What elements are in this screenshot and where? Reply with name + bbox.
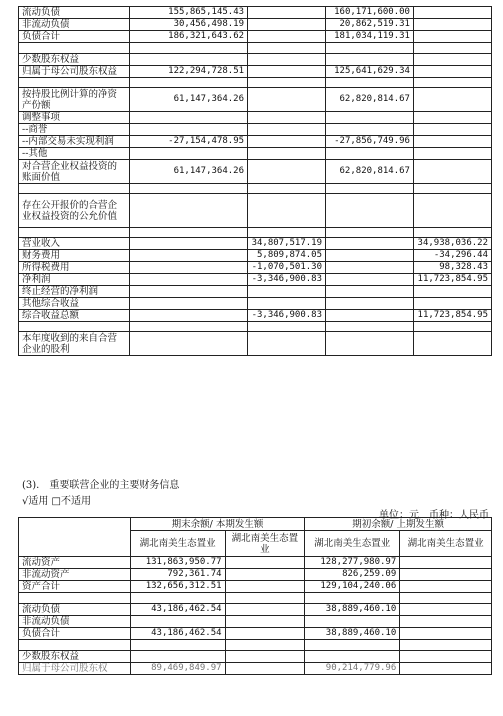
cell-value: 186,321,643.62 <box>130 31 248 43</box>
table-row <box>19 228 492 238</box>
table-row <box>19 112 492 124</box>
row-label: 非流动负债 <box>19 616 131 628</box>
row-label: 净利润 <box>19 274 130 286</box>
cell-value <box>305 651 400 663</box>
cell-value <box>400 581 492 593</box>
cell-value <box>326 78 414 88</box>
cell-value <box>130 124 248 136</box>
table-row <box>19 663 492 675</box>
row-label: 其他综合收益 <box>19 298 130 310</box>
cell-value <box>248 124 326 136</box>
cell-value <box>413 78 491 88</box>
table-row <box>19 88 492 112</box>
row-label <box>19 184 130 194</box>
cell-value <box>326 286 414 298</box>
header-company-a: 湖北南美生态置业 <box>130 531 225 557</box>
row-label <box>19 228 130 238</box>
cell-value <box>326 310 414 322</box>
table-row <box>19 66 492 78</box>
table-row <box>19 184 492 194</box>
table-row <box>19 593 492 604</box>
cell-value <box>413 88 491 112</box>
cell-value: 34,807,517.19 <box>248 238 326 250</box>
cell-value <box>225 640 305 651</box>
cell-value <box>413 286 491 298</box>
cell-value <box>413 160 491 184</box>
table-row <box>19 238 492 250</box>
cell-value: 11,723,854.95 <box>413 310 491 322</box>
row-label: 营业收入 <box>19 238 130 250</box>
cell-value <box>130 616 225 628</box>
table-row <box>19 651 492 663</box>
cell-value <box>130 112 248 124</box>
cell-value <box>248 54 326 66</box>
cell-value <box>413 194 491 228</box>
cell-value <box>248 322 326 332</box>
cell-value <box>400 663 492 675</box>
cell-value <box>413 184 491 194</box>
cell-value <box>225 593 305 604</box>
cell-value <box>413 7 491 19</box>
cell-value <box>225 651 305 663</box>
cell-value <box>225 628 305 640</box>
row-label: --内部交易未实现利润 <box>19 136 130 148</box>
cell-value <box>130 332 248 356</box>
cell-value <box>413 43 491 54</box>
cell-value: 826,259.09 <box>305 569 400 581</box>
row-label: 少数股东权益 <box>19 54 130 66</box>
cell-value <box>248 136 326 148</box>
cell-value <box>248 228 326 238</box>
header-period-end: 期末余额/ 本期发生额 <box>130 518 305 531</box>
table-row <box>19 298 492 310</box>
row-label: 流动负债 <box>19 7 130 19</box>
cell-value: 98,328.43 <box>413 262 491 274</box>
section-title: (3). 重要联营企业的主要财务信息 <box>22 480 180 491</box>
header-period-begin: 期初余额/ 上期发生额 <box>305 518 492 531</box>
table-row <box>19 43 492 54</box>
table-row <box>19 250 492 262</box>
cell-value <box>326 228 414 238</box>
cell-value <box>326 54 414 66</box>
row-label: 非流动负债 <box>19 19 130 31</box>
cell-value <box>248 66 326 78</box>
cell-value <box>225 663 305 675</box>
cell-value <box>225 557 305 569</box>
cell-value: 62,820,814.67 <box>326 160 414 184</box>
row-label: 存在公开报价的合营企业权益投资的公允价值 <box>19 194 130 228</box>
cell-value <box>130 54 248 66</box>
header-company-d: 湖北南美生态置业 <box>400 531 492 557</box>
table-row <box>19 136 492 148</box>
row-label <box>19 78 130 88</box>
row-label: --其他 <box>19 148 130 160</box>
cell-value <box>326 238 414 250</box>
table-row <box>19 557 492 569</box>
cell-value: 38,889,460.10 <box>305 628 400 640</box>
cell-value <box>326 184 414 194</box>
table-row <box>19 54 492 66</box>
row-label: 综合收益总额 <box>19 310 130 322</box>
cell-value: 34,938,036.22 <box>413 238 491 250</box>
cell-value <box>400 604 492 616</box>
cell-value <box>248 332 326 356</box>
row-label: 终止经营的净利润 <box>19 286 130 298</box>
table-row <box>19 332 492 356</box>
row-label: 非流动资产 <box>19 569 131 581</box>
table-row <box>19 124 492 136</box>
cell-value: -3,346,900.83 <box>248 274 326 286</box>
cell-value: 125,641,629.34 <box>326 66 414 78</box>
row-label <box>19 640 131 651</box>
cell-value <box>130 78 248 88</box>
row-label: 资产合计 <box>19 581 131 593</box>
table-row <box>19 310 492 322</box>
cell-value <box>413 136 491 148</box>
cell-value <box>130 640 225 651</box>
cell-value <box>248 19 326 31</box>
table-row <box>19 616 492 628</box>
cell-value: 128,277,980.97 <box>305 557 400 569</box>
cell-value <box>248 88 326 112</box>
table-row <box>19 19 492 31</box>
cell-value <box>248 31 326 43</box>
cell-value <box>400 557 492 569</box>
cell-value <box>248 43 326 54</box>
cell-value <box>400 593 492 604</box>
cell-value: 129,104,240.06 <box>305 581 400 593</box>
cell-value <box>413 31 491 43</box>
cell-value <box>130 651 225 663</box>
cell-value <box>400 569 492 581</box>
row-label: 负债合计 <box>19 31 130 43</box>
cell-value <box>225 569 305 581</box>
cell-value <box>413 54 491 66</box>
cell-value <box>130 322 248 332</box>
cell-value <box>413 124 491 136</box>
table-row <box>19 640 492 651</box>
table-row <box>19 78 492 88</box>
table-row <box>19 7 492 19</box>
table-row <box>19 569 492 581</box>
cell-value <box>130 148 248 160</box>
cell-value <box>248 112 326 124</box>
row-label: 调整事项 <box>19 112 130 124</box>
table-row <box>19 322 492 332</box>
header-company-c: 湖北南美生态置业 <box>305 531 400 557</box>
cell-value <box>326 274 414 286</box>
cell-value <box>326 194 414 228</box>
table-row <box>19 628 492 640</box>
cell-value: 61,147,364.26 <box>130 88 248 112</box>
cell-value <box>248 7 326 19</box>
cell-value <box>413 298 491 310</box>
row-label: 对合营企业权益投资的账面价值 <box>19 160 130 184</box>
cell-value <box>326 298 414 310</box>
table-row <box>19 31 492 43</box>
cell-value <box>248 160 326 184</box>
unit-currency-line: 单位：元 币种：人民币 <box>379 510 489 521</box>
joint-venture-financial-table <box>18 6 492 356</box>
row-label: 所得税费用 <box>19 262 130 274</box>
cell-value: 89,469,849.97 <box>130 663 225 675</box>
cell-value <box>400 651 492 663</box>
cell-value <box>225 604 305 616</box>
cell-value: 160,171,600.00 <box>326 7 414 19</box>
cell-value: 122,294,728.51 <box>130 66 248 78</box>
table-row <box>19 286 492 298</box>
cell-value: 90,214,779.96 <box>305 663 400 675</box>
cell-value <box>413 332 491 356</box>
row-label: 负债合计 <box>19 628 131 640</box>
cell-value <box>305 616 400 628</box>
cell-value <box>305 593 400 604</box>
cell-value <box>326 262 414 274</box>
table-row <box>19 581 492 593</box>
cell-value: 792,361.74 <box>130 569 225 581</box>
cell-value <box>413 66 491 78</box>
cell-value: 131,863,950.77 <box>130 557 225 569</box>
cell-value: 11,723,854.95 <box>413 274 491 286</box>
cell-value: 30,456,498.19 <box>130 19 248 31</box>
row-label <box>19 322 130 332</box>
cell-value <box>413 322 491 332</box>
cell-value <box>400 616 492 628</box>
cell-value <box>326 124 414 136</box>
cell-value <box>130 194 248 228</box>
cell-value <box>413 148 491 160</box>
applicability-options: √适用 □不适用 <box>22 496 91 507</box>
cell-value <box>130 184 248 194</box>
cell-value <box>400 628 492 640</box>
cell-value <box>130 286 248 298</box>
cell-value: -27,856,749.96 <box>326 136 414 148</box>
cell-value <box>130 228 248 238</box>
row-label: 流动负债 <box>19 604 131 616</box>
cell-value <box>248 184 326 194</box>
cell-value <box>400 640 492 651</box>
cell-value: -1,070,501.30 <box>248 262 326 274</box>
cell-value <box>248 298 326 310</box>
cell-value <box>326 112 414 124</box>
cell-value <box>130 593 225 604</box>
cell-value <box>326 250 414 262</box>
table-row <box>19 194 492 228</box>
cell-value <box>130 250 248 262</box>
cell-value: 43,186,462.54 <box>130 628 225 640</box>
cell-value: 61,147,364.26 <box>130 160 248 184</box>
table-row <box>19 604 492 616</box>
table-row <box>19 274 492 286</box>
cell-value: 5,809,874.05 <box>248 250 326 262</box>
header-company-b: 湖北南美生态置业 <box>225 531 305 557</box>
cell-value: -3,346,900.83 <box>248 310 326 322</box>
row-label <box>19 43 130 54</box>
cell-value: -27,154,478.95 <box>130 136 248 148</box>
cell-value <box>413 112 491 124</box>
header-corner <box>19 518 131 557</box>
associate-financial-table <box>18 517 492 675</box>
cell-value <box>248 148 326 160</box>
cell-value: 20,862,519.31 <box>326 19 414 31</box>
cell-value <box>130 238 248 250</box>
cell-value: 155,865,145.43 <box>130 7 248 19</box>
cell-value <box>413 19 491 31</box>
row-label: 财务费用 <box>19 250 130 262</box>
cell-value <box>413 228 491 238</box>
cell-value <box>326 43 414 54</box>
cell-value <box>130 298 248 310</box>
cell-value <box>130 310 248 322</box>
table-row <box>19 262 492 274</box>
cell-value <box>248 78 326 88</box>
cell-value: 181,034,119.31 <box>326 31 414 43</box>
cell-value <box>225 616 305 628</box>
cell-value: 43,186,462.54 <box>130 604 225 616</box>
cell-value <box>305 640 400 651</box>
cell-value: -34,296.44 <box>413 250 491 262</box>
row-label: 归属于母公司股东权益 <box>19 66 130 78</box>
cell-value <box>248 286 326 298</box>
row-label: --商誉 <box>19 124 130 136</box>
table-row <box>19 148 492 160</box>
cell-value <box>130 274 248 286</box>
cell-value <box>326 148 414 160</box>
cell-value: 132,656,312.51 <box>130 581 225 593</box>
cell-value <box>130 262 248 274</box>
row-label: 本年度收到的来自合营企业的股利 <box>19 332 130 356</box>
cell-value <box>225 581 305 593</box>
cell-value <box>326 322 414 332</box>
row-label: 按持股比例计算的净资产份额 <box>19 88 130 112</box>
row-label: 流动资产 <box>19 557 131 569</box>
row-label: 归属于母公司股东权 <box>19 663 131 675</box>
cell-value <box>248 194 326 228</box>
row-label <box>19 593 131 604</box>
cell-value <box>326 332 414 356</box>
row-label: 少数股东权益 <box>19 651 131 663</box>
table-row <box>19 160 492 184</box>
cell-value: 62,820,814.67 <box>326 88 414 112</box>
cell-value <box>130 43 248 54</box>
cell-value: 38,889,460.10 <box>305 604 400 616</box>
